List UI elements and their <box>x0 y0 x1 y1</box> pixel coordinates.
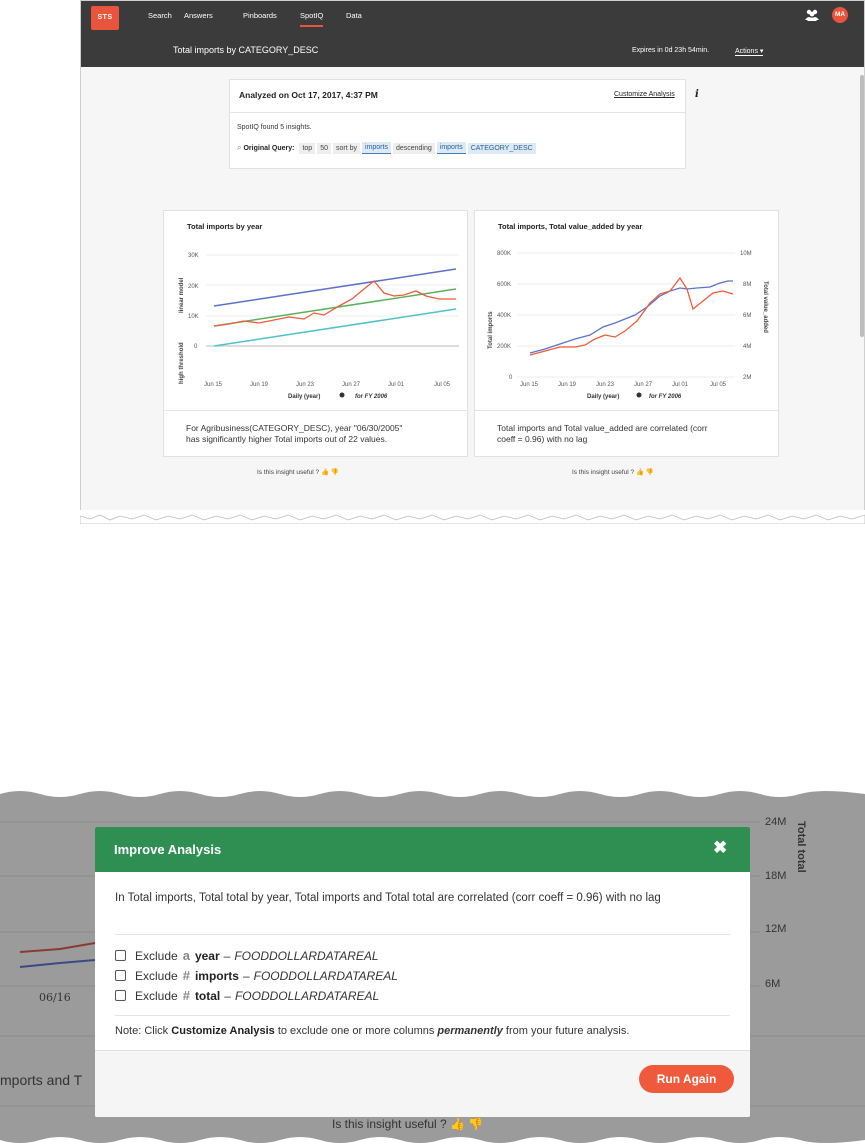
x-tick: Jun 15 <box>520 382 539 388</box>
exclude-year-checkbox[interactable] <box>115 950 126 961</box>
note-text: from your future analysis. <box>502 1025 630 1037</box>
analysis-summary <box>229 79 699 169</box>
app-logo[interactable]: STS <box>91 6 119 30</box>
customize-analysis-link[interactable]: Customize Analysis <box>614 91 675 98</box>
modal-note <box>115 1025 629 1037</box>
query-token: CATEGORY_DESC <box>468 143 536 154</box>
x-tick: Jul 05 <box>710 382 727 388</box>
option-source: FOODDOLLARDATAREAL <box>253 968 398 983</box>
option-prefix: Exclude <box>135 968 178 983</box>
x-tick: Jun 27 <box>342 382 361 388</box>
bg-y-tick: 6M <box>765 978 781 990</box>
exclude-option-year[interactable]: Exclude a year – FOODDOLLARDATAREAL <box>115 948 379 963</box>
insight-card-imports-by-year <box>163 210 468 457</box>
caption-line-1: Total imports and Total value_added are correlated (corr <box>497 423 708 433</box>
y-tick: 800K <box>497 251 512 257</box>
x-tick: Jun 23 <box>596 382 615 388</box>
caret-down-icon: ▾ <box>759 48 764 55</box>
option-source: FOODDOLLARDATAREAL <box>234 988 380 1003</box>
x-tick: Jun 19 <box>558 382 577 388</box>
exclude-option-total[interactable]: Exclude # total – FOODDOLLARDATAREAL <box>115 988 379 1003</box>
option-prefix: Exclude <box>135 988 178 1003</box>
exclude-total-checkbox[interactable] <box>115 990 126 1001</box>
note-text: Note: Click <box>115 1025 172 1037</box>
option-source: FOODDOLLARDATAREAL <box>234 948 379 963</box>
exclude-imports-checkbox[interactable] <box>115 970 126 981</box>
y-tick: 10K <box>188 314 199 320</box>
x-tick: Jun 15 <box>204 382 223 388</box>
x-tick: Jul 05 <box>434 382 451 388</box>
query-token: 50 <box>317 143 331 154</box>
y-axis-label-bottom: high threshold <box>179 342 185 384</box>
top-bar <box>81 1 865 67</box>
note-customize-analysis: Customize Analysis <box>171 1025 275 1037</box>
nav-answers[interactable]: Answers <box>184 11 213 20</box>
thumbs-down-icon[interactable]: 👎 <box>645 469 654 476</box>
x-axis-label: Daily (year) <box>288 394 321 400</box>
insights-count: SpotIQ found 5 insights. <box>237 124 312 131</box>
card-title: Total imports, Total value_added by year <box>498 222 643 231</box>
actions-menu[interactable] <box>735 47 763 56</box>
query-token: top <box>299 143 315 154</box>
settings-icon[interactable] <box>637 393 642 398</box>
nav-spotiq[interactable]: SpotIQ <box>300 11 323 27</box>
option-column: total <box>194 988 221 1003</box>
useful-question: Is this insight useful ? <box>572 469 635 476</box>
bg-y-tick: 24M <box>765 816 787 828</box>
note-text: to exclude one or more columns <box>274 1025 438 1037</box>
caption-line-2: has significantly higher Total imports out of 22 values. <box>186 434 388 444</box>
nav-search[interactable]: Search <box>148 11 172 20</box>
close-icon[interactable]: ✖ <box>713 838 728 857</box>
number-type-icon: # <box>182 988 190 1003</box>
y2-tick: 8M <box>743 282 752 288</box>
caption-line-2: coeff = 0.96) with no lag <box>497 434 588 444</box>
improve-analysis-screenshot <box>0 786 865 1147</box>
y2-tick: 4M <box>743 344 752 350</box>
user-avatar[interactable]: MA <box>832 7 848 23</box>
x-tick: Jun 27 <box>634 382 653 388</box>
y2-tick: 10M <box>740 251 752 257</box>
option-prefix: Exclude <box>135 948 178 963</box>
y-tick: 400K <box>497 313 512 319</box>
settings-icon[interactable] <box>340 393 345 398</box>
x-tick: Jun 19 <box>250 382 269 388</box>
x-tick: Jun 23 <box>296 382 315 388</box>
imports-value-added-chart <box>475 241 778 406</box>
bg-axis-label: Total total <box>795 821 807 873</box>
original-query <box>237 142 536 154</box>
actions-label: Actions <box>735 48 758 55</box>
nav-pinboards[interactable]: Pinboards <box>243 11 277 20</box>
nav-data[interactable]: Data <box>346 11 362 20</box>
divider <box>115 934 730 935</box>
query-token: sort by <box>333 143 360 154</box>
insight-card-imports-value-added <box>474 210 779 457</box>
y-axis-label: Total imports <box>488 311 494 349</box>
note-emphasis: permanently <box>437 1025 503 1037</box>
run-again-button[interactable]: Run Again <box>639 1065 734 1093</box>
page-title: Total imports by CATEGORY_DESC <box>173 45 319 55</box>
card-title: Total imports by year <box>187 222 263 231</box>
number-type-icon: # <box>182 968 190 983</box>
y-axis-label-top: linear model <box>179 277 185 313</box>
y2-tick: 6M <box>743 313 752 319</box>
y2-axis-label: Total value_added <box>762 281 768 333</box>
y-tick: 0 <box>509 375 513 381</box>
modal-title: Improve Analysis <box>114 842 222 857</box>
search-icon: ⌕ <box>237 143 242 152</box>
modal-description: In Total imports, Total total by year, Total imports and Total total are correlated (corr coeff = 0.96) with no lag <box>115 892 661 904</box>
insight-caption <box>164 410 467 456</box>
modal-footer <box>95 1050 750 1117</box>
y2-tick: 2M <box>743 375 752 381</box>
text-type-icon: a <box>182 948 190 963</box>
spotiq-screenshot <box>80 0 865 522</box>
thumbs-up-icon[interactable]: 👍 <box>320 469 330 476</box>
bg-caption-partial: mports and T <box>0 1072 83 1088</box>
useful-question: Is this insight useful ? <box>257 469 320 476</box>
expires-text: Expires in 0d 23h 54min. <box>632 47 710 54</box>
x-tick: Jul 01 <box>672 382 689 388</box>
query-token: imports <box>362 142 391 154</box>
y-tick: 30K <box>188 253 199 259</box>
torn-edge <box>80 510 865 524</box>
thumbs-down-icon[interactable]: 👎 <box>330 469 339 476</box>
y-tick: 600K <box>497 282 512 288</box>
x-tick: Jul 01 <box>388 382 405 388</box>
insight-caption <box>475 410 778 456</box>
query-token: descending <box>393 143 435 154</box>
scrollbar[interactable] <box>860 75 864 337</box>
divider <box>115 1015 730 1016</box>
imports-by-year-chart <box>164 241 467 406</box>
x-axis-label: Daily (year) <box>587 394 620 400</box>
fiscal-year-label: for FY 2006 <box>649 394 682 400</box>
query-label: Original Query: <box>243 144 295 152</box>
bg-x-tick: 06/16 <box>39 991 71 1004</box>
exclude-option-imports[interactable]: Exclude # imports – FOODDOLLARDATAREAL <box>115 968 398 983</box>
y-tick: 0 <box>194 344 198 350</box>
option-column: imports <box>194 968 239 983</box>
bg-y-tick: 12M <box>765 923 787 935</box>
improve-analysis-modal <box>95 827 750 1117</box>
fiscal-year-label: for FY 2006 <box>355 394 388 400</box>
thumbs-up-icon[interactable]: 👍 <box>450 1117 466 1131</box>
thumbs-up-icon[interactable]: 👍 <box>635 469 645 476</box>
users-icon[interactable] <box>804 9 820 21</box>
summary-header <box>230 80 699 113</box>
y-tick: 200K <box>497 344 512 350</box>
query-token: imports <box>437 142 466 154</box>
y-tick: 20K <box>188 284 199 290</box>
modal-header <box>95 827 750 872</box>
analyzed-date: Analyzed on Oct 17, 2017, 4:37 PM <box>239 90 378 100</box>
useful-feedback-1 <box>257 468 339 476</box>
info-icon[interactable]: i <box>695 89 699 100</box>
bg-useful-question <box>332 1117 483 1131</box>
useful-feedback-2 <box>572 468 654 476</box>
thumbs-down-icon[interactable]: 👎 <box>468 1117 484 1131</box>
option-column: year <box>194 948 220 963</box>
bg-y-tick: 18M <box>765 870 787 882</box>
caption-line-1: For Agribusiness(CATEGORY_DESC), year "06/30/2005" <box>186 423 403 433</box>
bg-useful-text: Is this insight useful ? <box>332 1117 447 1131</box>
